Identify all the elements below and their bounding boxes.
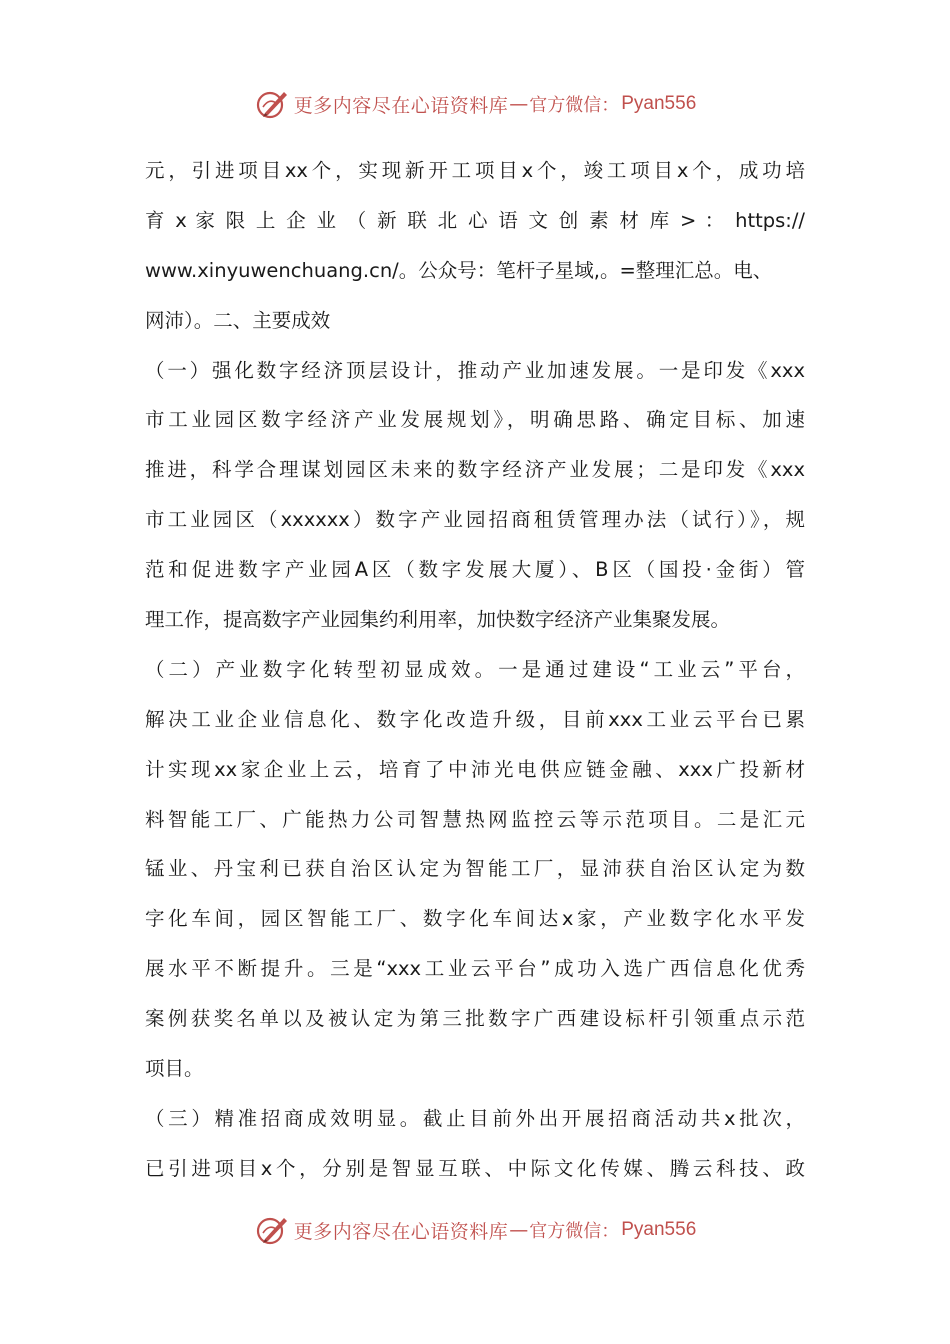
document-body <box>145 146 805 1194</box>
body-text-line: 理工作，提高数字产业园集约利用率，加快数字经济产业集聚发展。 <box>145 608 731 632</box>
body-text-line: （三）精准招商成效明显。截止目前外出开展招商活动共x批次， <box>145 1106 805 1130</box>
body-text-line: 市工业园区数字经济产业发展规划》，明确思路、确定目标、加速 <box>145 408 805 432</box>
body-text-line: 案例获奖名单以及被认定为第三批数字广西建设标杆引领重点示范 <box>145 1007 805 1031</box>
pen-logo-icon <box>254 1212 290 1248</box>
body-text-line: www.xinyuwenchuang.cn/。公众号：笔杆子星域,。=整理汇总。电、 <box>145 258 773 282</box>
body-text-line: （二）产业数字化转型初显成效。一是通过建设“工业云”平台， <box>145 657 805 681</box>
banner-text: 更多内容尽在心语资料库 <box>293 1220 509 1243</box>
body-text-line: 项目。 <box>145 1057 204 1081</box>
banner-text: 更多内容尽在心语资料库 <box>293 94 509 117</box>
footer-banner <box>0 1210 950 1250</box>
banner-wechat-label: 官方微信： <box>529 95 620 116</box>
body-text-line: 推进，科学合理谋划园区未来的数字经济产业发展；二是印发《xxx <box>145 458 805 482</box>
header-banner <box>0 84 950 124</box>
banner-separator: — <box>509 93 529 115</box>
body-text-line: 解决工业企业信息化、数字化改造升级，目前xxx工业云平台已累 <box>145 707 805 731</box>
banner-wechat-id: Pyan556 <box>621 1219 697 1240</box>
body-text-line: （一）强化数字经济顶层设计，推动产业加速发展。一是印发《xxx <box>145 358 805 382</box>
body-text-line: 元，引进项目xx个，实现新开工项目x个，竣工项目x个，成功培 <box>145 159 805 182</box>
pen-logo-icon <box>254 86 290 122</box>
banner-wechat-label: 官方微信： <box>529 1221 620 1242</box>
body-text-line: 市工业园区（xxxxxx）数字产业园招商租赁管理办法（试行）》，规 <box>145 508 805 532</box>
banner-wechat-id: Pyan556 <box>621 93 697 114</box>
body-text-line: 范和促进数字产业园A区（数字发展大厦）、B区（国投·金街）管 <box>145 558 805 582</box>
body-text-line: 料智能工厂、广能热力公司智慧热网监控云等示范项目。二是汇元 <box>145 807 805 831</box>
body-text-line: 已引进项目x个，分别是智显互联、中际文化传媒、腾云科技、政 <box>145 1156 805 1180</box>
body-text-line: 育 x 家 限 上 企 业 （ 新 联 北 心 语 文 创 素 材 库 > ： https:// <box>145 208 805 232</box>
body-text-line: 展水平不断提升。三是“xxx工业云平台”成功入选广西信息化优秀 <box>145 957 805 981</box>
body-text-line: 网沛）。二、主要成效 <box>145 308 331 332</box>
banner-separator: — <box>509 1219 529 1241</box>
body-text-line: 计实现xx家企业上云，培育了中沛光电供应链金融、xxx广投新材 <box>145 757 805 781</box>
body-text-line: 字化车间，园区智能工厂、数字化车间达x家，产业数字化水平发 <box>145 907 805 931</box>
body-text-line: 锰业、丹宝利已获自治区认定为智能工厂，显沛获自治区认定为数 <box>145 857 805 881</box>
